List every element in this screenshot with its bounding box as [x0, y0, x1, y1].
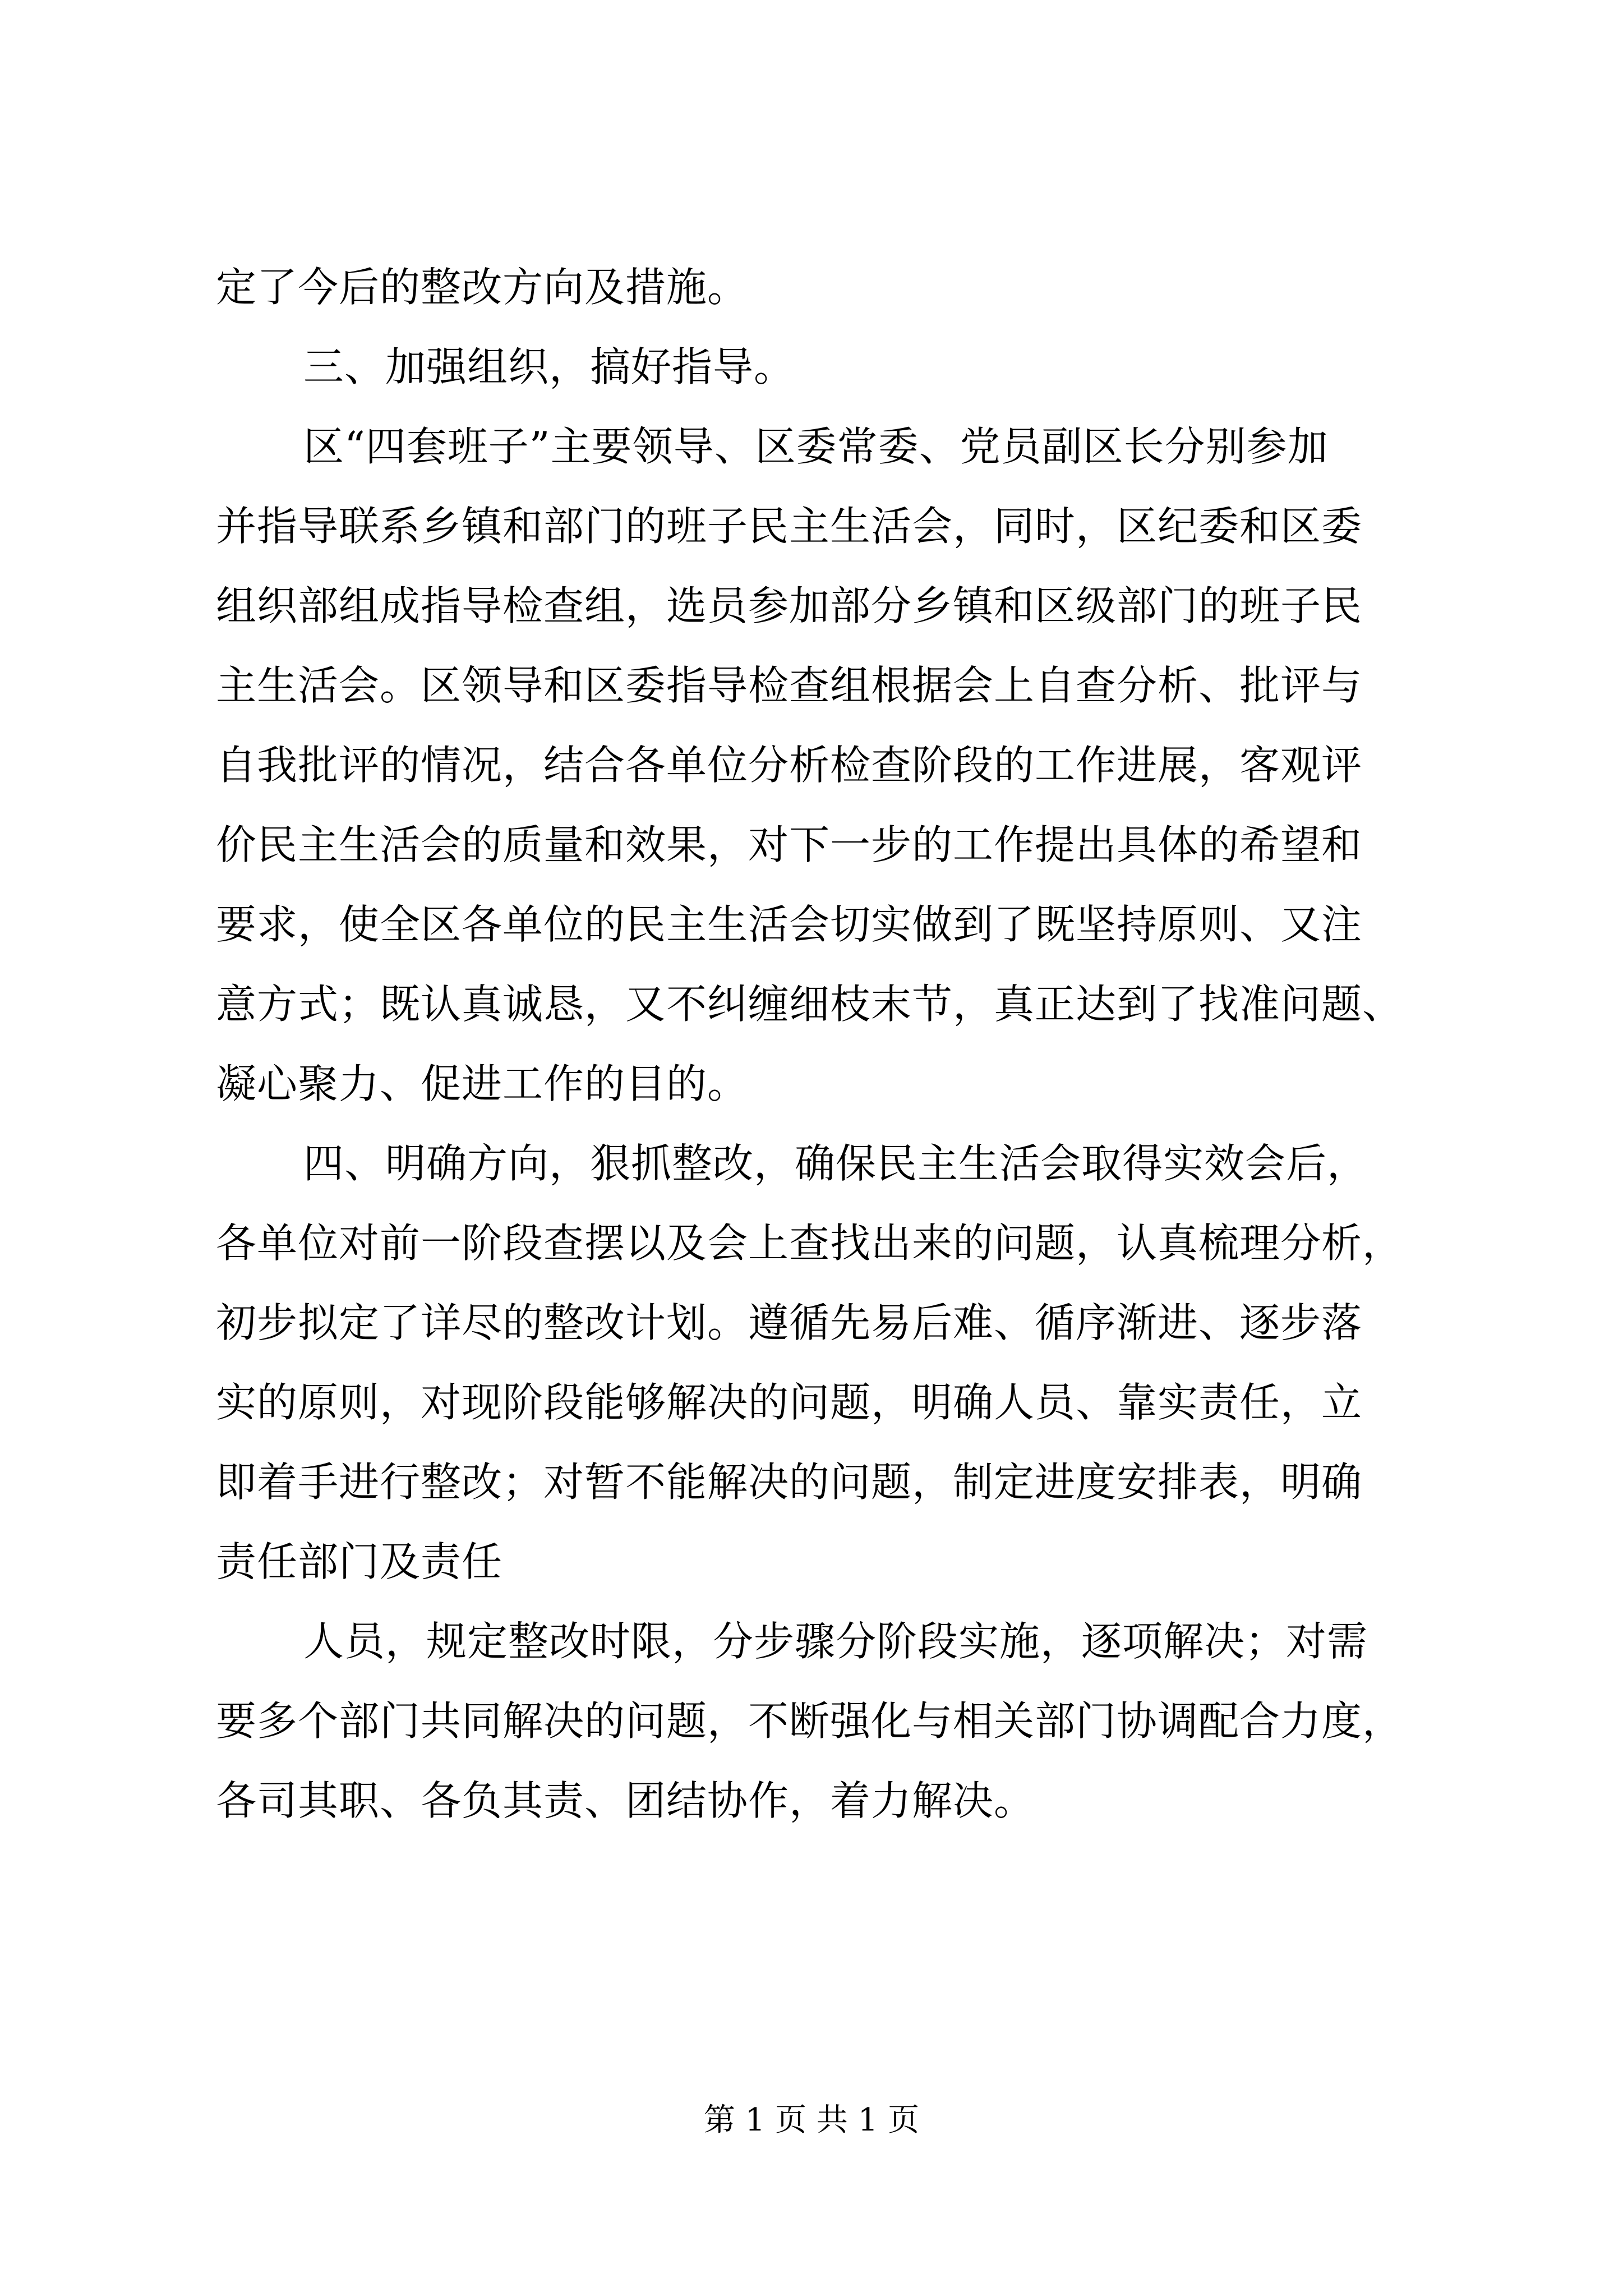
text-line: 主生活会。区领导和区委指导检查组根据会上自查分析、批评与: [216, 662, 1363, 709]
text-line: 自我批评的情况，结合各单位分析检查阶段的工作进展，客观评: [216, 742, 1363, 789]
text-line: 要多个部门共同解决的问题，不断强化与相关部门协调配合力度，: [216, 1697, 1404, 1745]
paragraph-first-line: 区“四套班子”主要领导、区委常委、党员副区长分别参加: [303, 423, 1329, 470]
text-line: 组织部组成指导检查组，选员参加部分乡镇和区级部门的班子民: [216, 582, 1363, 629]
text-line: 价民主生活会的质量和效果，对下一步的工作提出具体的希望和: [216, 821, 1363, 868]
text-line: 责任部门及责任: [216, 1538, 503, 1585]
text-line: 定了今后的整改方向及措施。: [216, 264, 749, 311]
text-line: 要求，使全区各单位的民主生活会切实做到了既坚持原则、又注: [216, 901, 1363, 948]
text-line: 意方式；既认真诚恳，又不纠缠细枝末节，真正达到了找准问题、: [216, 981, 1404, 1028]
paragraph-first-line: 人员，规定整改时限，分步骤分阶段实施，逐项解决；对需: [303, 1618, 1368, 1665]
text-line: 凝心聚力、促进工作的目的。: [216, 1060, 749, 1107]
section-heading: 四、明确方向，狠抓整改，确保民主生活会取得实效会后，: [303, 1140, 1368, 1187]
text-line: 初步拟定了详尽的整改计划。遵循先易后难、循序渐进、逐步落: [216, 1299, 1363, 1346]
text-line: 即着手进行整改；对暂不能解决的问题，制定进度安排表，明确: [216, 1458, 1363, 1506]
text-line: 并指导联系乡镇和部门的班子民主生活会，同时，区纪委和区委: [216, 503, 1363, 550]
text-line: 实的原则，对现阶段能够解决的问题，明确人员、靠实责任，立: [216, 1379, 1363, 1426]
page-number-footer: 第 1 页 共 1 页: [703, 2102, 920, 2138]
text-line: 各单位对前一阶段查摆以及会上查找出来的问题，认真梳理分析，: [216, 1220, 1404, 1267]
section-heading: 三、加强组织，搞好指导。: [303, 343, 795, 390]
text-line: 各司其职、各负其责、团结协作，着力解决。: [216, 1777, 1035, 1824]
